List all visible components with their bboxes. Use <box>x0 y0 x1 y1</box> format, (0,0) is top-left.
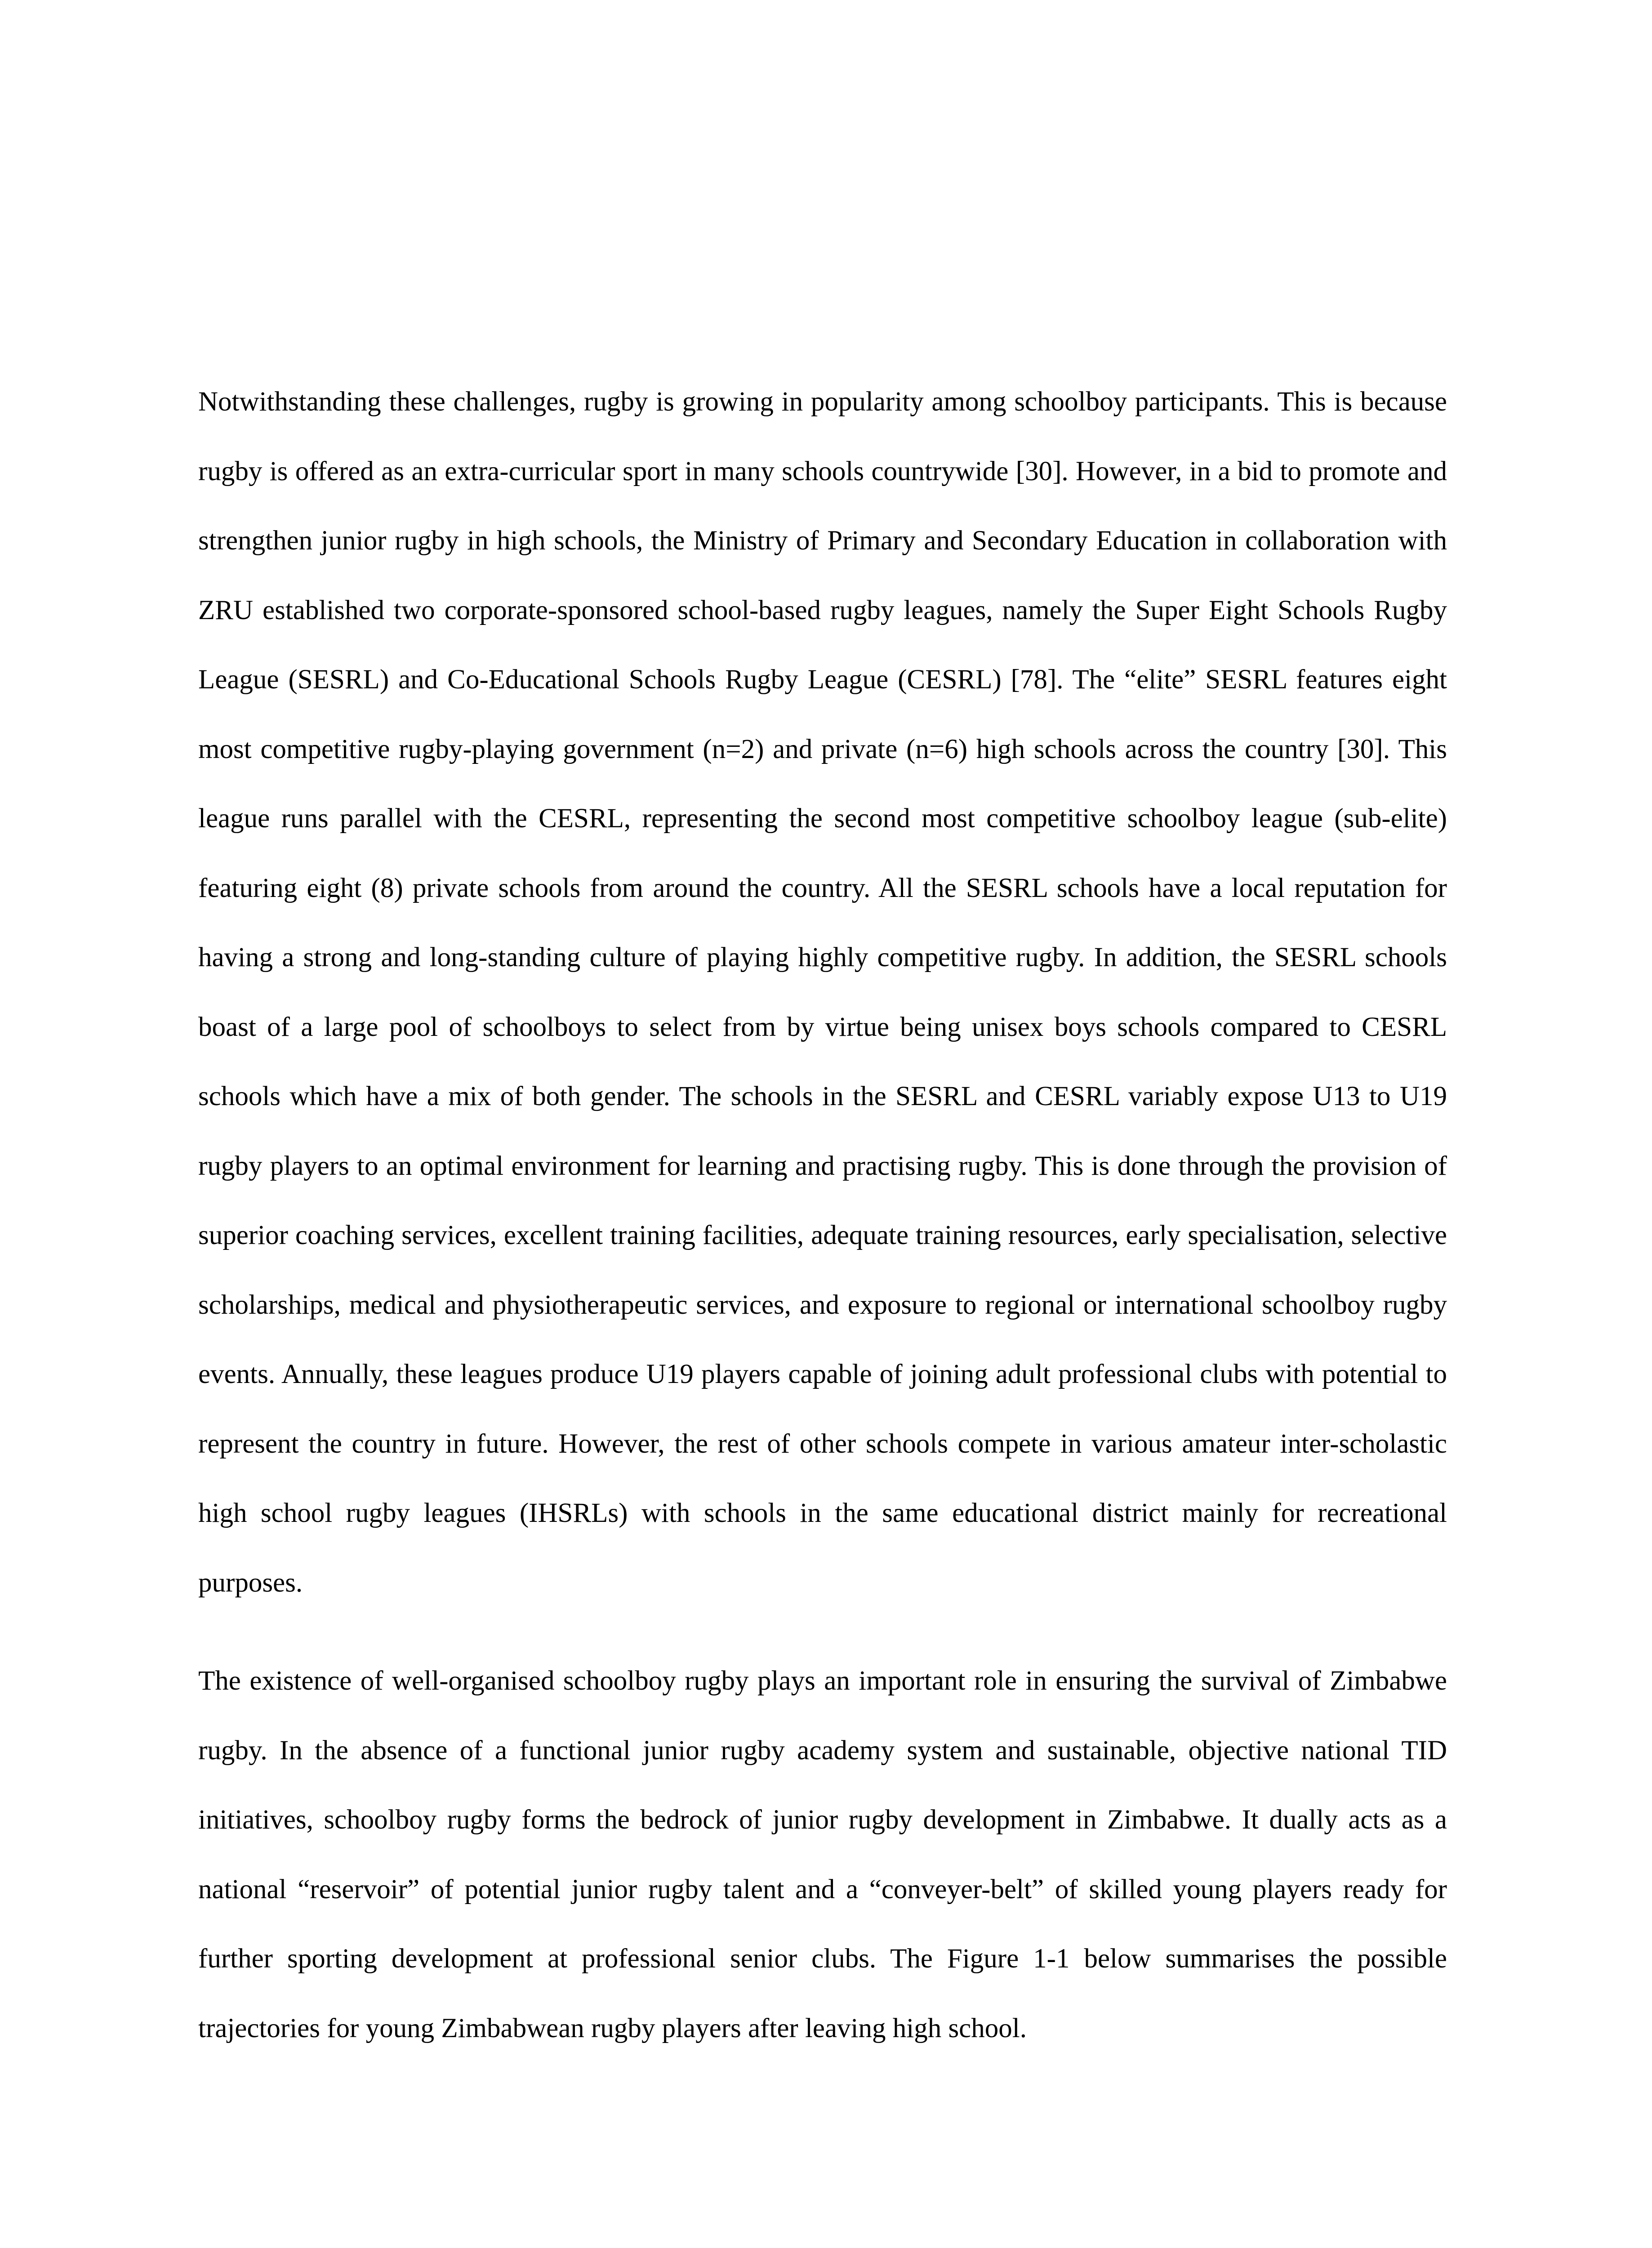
paragraph: The existence of well-organised schoolboy rugby plays an important role in ensuring the survival of Zimbabwe rugby. In the absence of a functional junior rugby academy system and sustainable, objective national TID initiatives, schoolboy rugby forms the bedrock of junior rugby development in Zimbabwe. It dually acts as a national “reservoir” of potential junior rugby talent and a “conveyer-belt” of skilled young players ready for further sporting development at professional senior clubs. The Figure 1-1 below summarises the possible trajectories for young Zimbabwean rugby players after leaving high school. <box>198 1666 1447 2043</box>
paragraph: Notwithstanding these challenges, rugby is growing in popularity among schoolboy participants. This is because rugby is offered as an extra-curricular sport in many schools countrywide [30]. However, in a bid to promote and strengthen junior rugby in high schools, the Ministry of Primary and Secondary Education in collaboration with ZRU established two corporate-sponsored school-based rugby leagues, namely the Super Eight Schools Rugby League (SESRL) and Co-Educational Schools Rugby League (CESRL) [78]. The “elite” SESRL features eight most competitive rugby-playing government (n=2) and private (n=6) high schools across the country [30]. This league runs parallel with the CESRL, representing the second most competitive schoolboy league (sub-elite) featuring eight (8) private schools from around the country. All the SESRL schools have a local reputation for having a strong and long-standing culture of playing highly competitive rugby. In addition, the SESRL schools boast of a large pool of schoolboys to select from by virtue being unisex boys schools compared to CESRL schools which have a mix of both gender. The schools in the SESRL and CESRL variably expose U13 to U19 rugby players to an optimal environment for learning and practising rugby. This is done through the provision of superior coaching services, excellent training facilities, adequate training resources, early specialisation, selective scholarships, medical and physiotherapeutic services, and exposure to regional or international schoolboy rugby events. Annually, these leagues produce U19 players capable of joining adult professional clubs with potential to represent the country in future. However, the rest of other schools compete in various amateur inter-scholastic high school rugby leagues (IHSRLs) with schools in the same educational district mainly for recreational purposes. <box>198 387 1447 1598</box>
body-text <box>198 367 1447 2063</box>
